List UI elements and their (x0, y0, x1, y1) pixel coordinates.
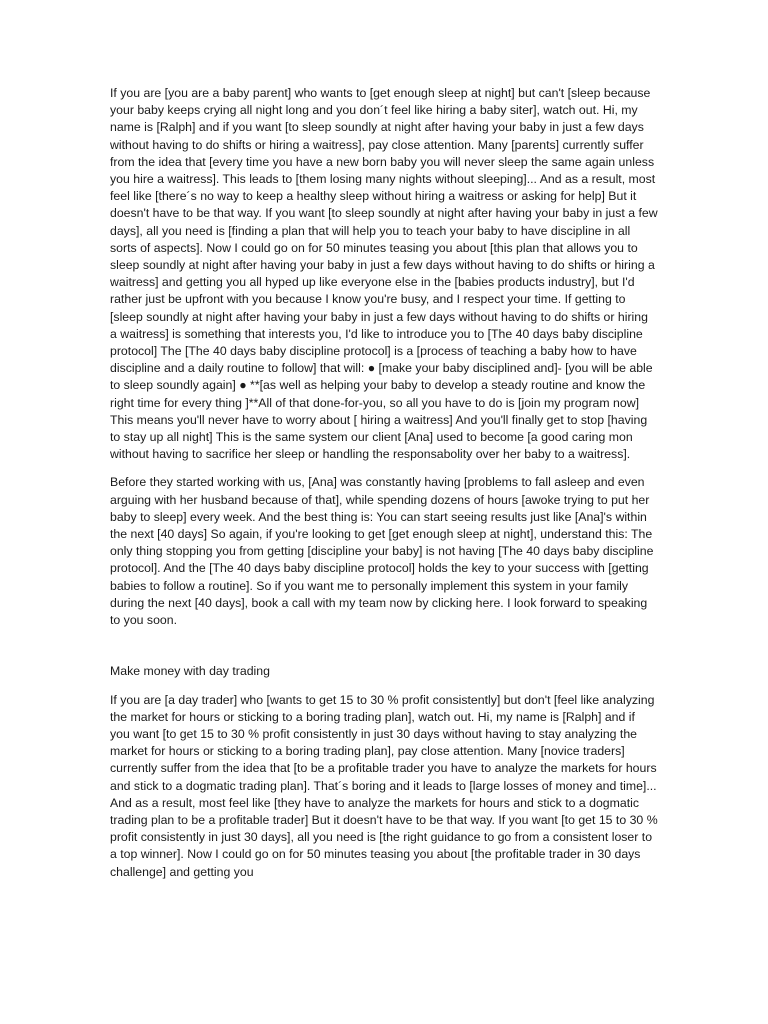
trading-heading: Make money with day trading (110, 664, 270, 679)
document-page (110, 85, 658, 892)
baby-results-paragraph: Before they started working with us, [Ana] was constantly having [problems to fall asleep and even arguing with her husband because of that], while spending dozens of hours [awoke trying to put her baby to sleep] every week. And the best thing is: You can start seeing results just like [Ana]'s within the next [40 days] So again, if you're looking to get [get enough sleep at night], understand this: The only thing stopping you from getting [discipline your baby] is not having [The 40 days baby discipline protocol]. And the [The 40 days baby discipline protocol] holds the key to your success with [getting babies to follow a routine]. So if you want me to personally implement this system in your family during the next [40 days], book a call with my team now by clicking here. I look forward to speaking to you soon. (110, 475, 654, 628)
trading-paragraph: If you are [a day trader] who [wants to get 15 to 30 % profit consistently] but don't [feel like analyzing the market for hours or sticking to a boring trading plan], watch out. Hi, my name is [Ralph] and if you want [to get 15 to 30 % profit consistently in just 30 days without having to stay analyzing the market for hours or sticking to a boring trading plan], pay close attention. Many [novice traders] currently suffer from the idea that [to be a profitable trader you have to analyze the markets for hours and stick to a dogmatic trading plan]. That´s boring and it leads to [large losses of money and time]... And as a result, most feel like [they have to analyze the markets for hours and stick to a dogmatic trading plan to be a profitable trader] But it doesn't have to be that way. If you want [to get 15 to 30 % profit consistently in just 30 days], all you need is [the right guidance to go from a consistent loser to a top winner]. Now I could go on for 50 minutes teasing you about [the profitable trader in 30 days challenge] and getting you (110, 692, 658, 879)
baby-intro-paragraph: If you are [you are a baby parent] who wants to [get enough sleep at night] but can't [sleep because your baby keeps crying all night long and you don´t feel like hiring a baby siter], watch out. Hi, my name is [Ralph] and if you want [to sleep soundly at night after having your baby in just a few days without having to do shifts or hiring a waitress], pay close attention. Many [parents] currently suffer from the idea that [every time you have a new born baby you will never sleep the same again unless you hire a waitress]. This leads to [them losing many nights without sleeping]... And as a result, most feel like [there´s no way to keep a healthy sleep without hiring a waitress or asking for help] But it doesn't have to be that way. If you want [to sleep soundly at night after having your baby in just a few days], all you need is [finding a plan that will help you to teach your baby to have discipline in all sorts of aspects]. Now I could go on for 50 minutes teasing you about [this plan that allows you to sleep soundly at night after having your baby in just a few days without having to do shifts or hiring a waitress] and getting you all hyped up like everyone else in the [babies products industry], but I'd rather just be upfront with you because I know you're busy, and I respect your time. If getting to [sleep soundly at night after having your baby in just a few days without having to do shifts or hiring a waitress] is something that interests you, I'd like to introduce you to [The 40 days baby discipline protocol] The [The 40 days baby discipline protocol] is a [process of teaching a baby how to have discipline and a daily routine to follow] that will: ● [make your baby disciplined and]- [you will be able to sleep soundly again] ● **[as well as helping your baby to develop a steady routine and know the right time for every thing ]**All of that done-for-you, so all you have to do is [join my program now] This means you'll never have to worry about [ hiring a waitress] And you'll finally get to stop [having to stay up all night] This is the same system our client [Ana] used to become [a good caring mon without having to sacrifice her sleep or handling the responsabolity over her baby to a waitress]. (110, 86, 658, 462)
